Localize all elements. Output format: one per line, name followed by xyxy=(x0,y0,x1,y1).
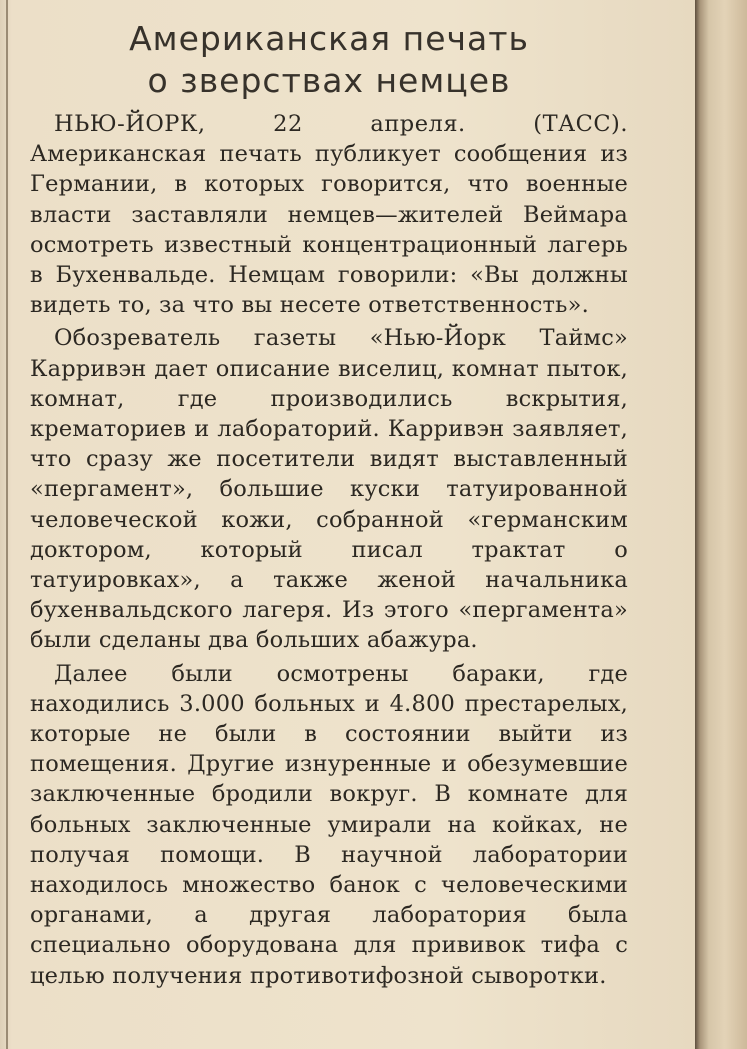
article-headline xyxy=(30,18,628,102)
paragraph-1 xyxy=(30,109,628,320)
paragraph-3: Далее были осмотрены бараки, где находились 3.000 больных и 4.800 престарелых, которые не были в состоянии выйти из помещения. Другие изнуренные и обезумевшие заключенные бродили вокруг. В комнате для больных заключенные умирали на койках, не получая помощи. В научной лаборатории находилось множество банок с человеческими органами, а другая лаборатория была специально оборудована для прививок тифа с целью получения противотифозной сыворотки. xyxy=(30,660,628,989)
page-fold xyxy=(695,0,747,1049)
headline-line-1: Американская печать xyxy=(129,19,529,58)
article xyxy=(30,18,628,994)
column-rule xyxy=(6,0,8,1049)
paragraph-2: Обозреватель газеты «Нью-Йорк Таймс» Карривэн дает описание виселиц, комнат пыток, комнат, где производились вскрытия, крематориев и лабораторий. Карривэн заявляет, что сразу же посетители видят выставленный «пергамент», большие куски татуированной человеческой кожи, собранной «германским доктором, который писал трактат о татуировках», а также женой начальника бухенвальдского лагеря. Из этого «пергамента» были сделаны два больших абажура. xyxy=(30,325,628,654)
article-body xyxy=(30,109,628,991)
headline-line-2: о зверствах немцев xyxy=(147,61,511,100)
dateline: НЬЮ-ЙОРК, 22 апреля. (ТАСС). xyxy=(54,111,628,137)
paragraph-1-text: Американская печать публикует сообщения из Германии, в которых говорится, что военные власти заставляли немцев—жителей Веймара осмотреть известный концентрационный лагерь в Бухенвальде. Немцам говорили: «Вы должны видеть то, за что вы несете ответственность». xyxy=(30,141,628,319)
